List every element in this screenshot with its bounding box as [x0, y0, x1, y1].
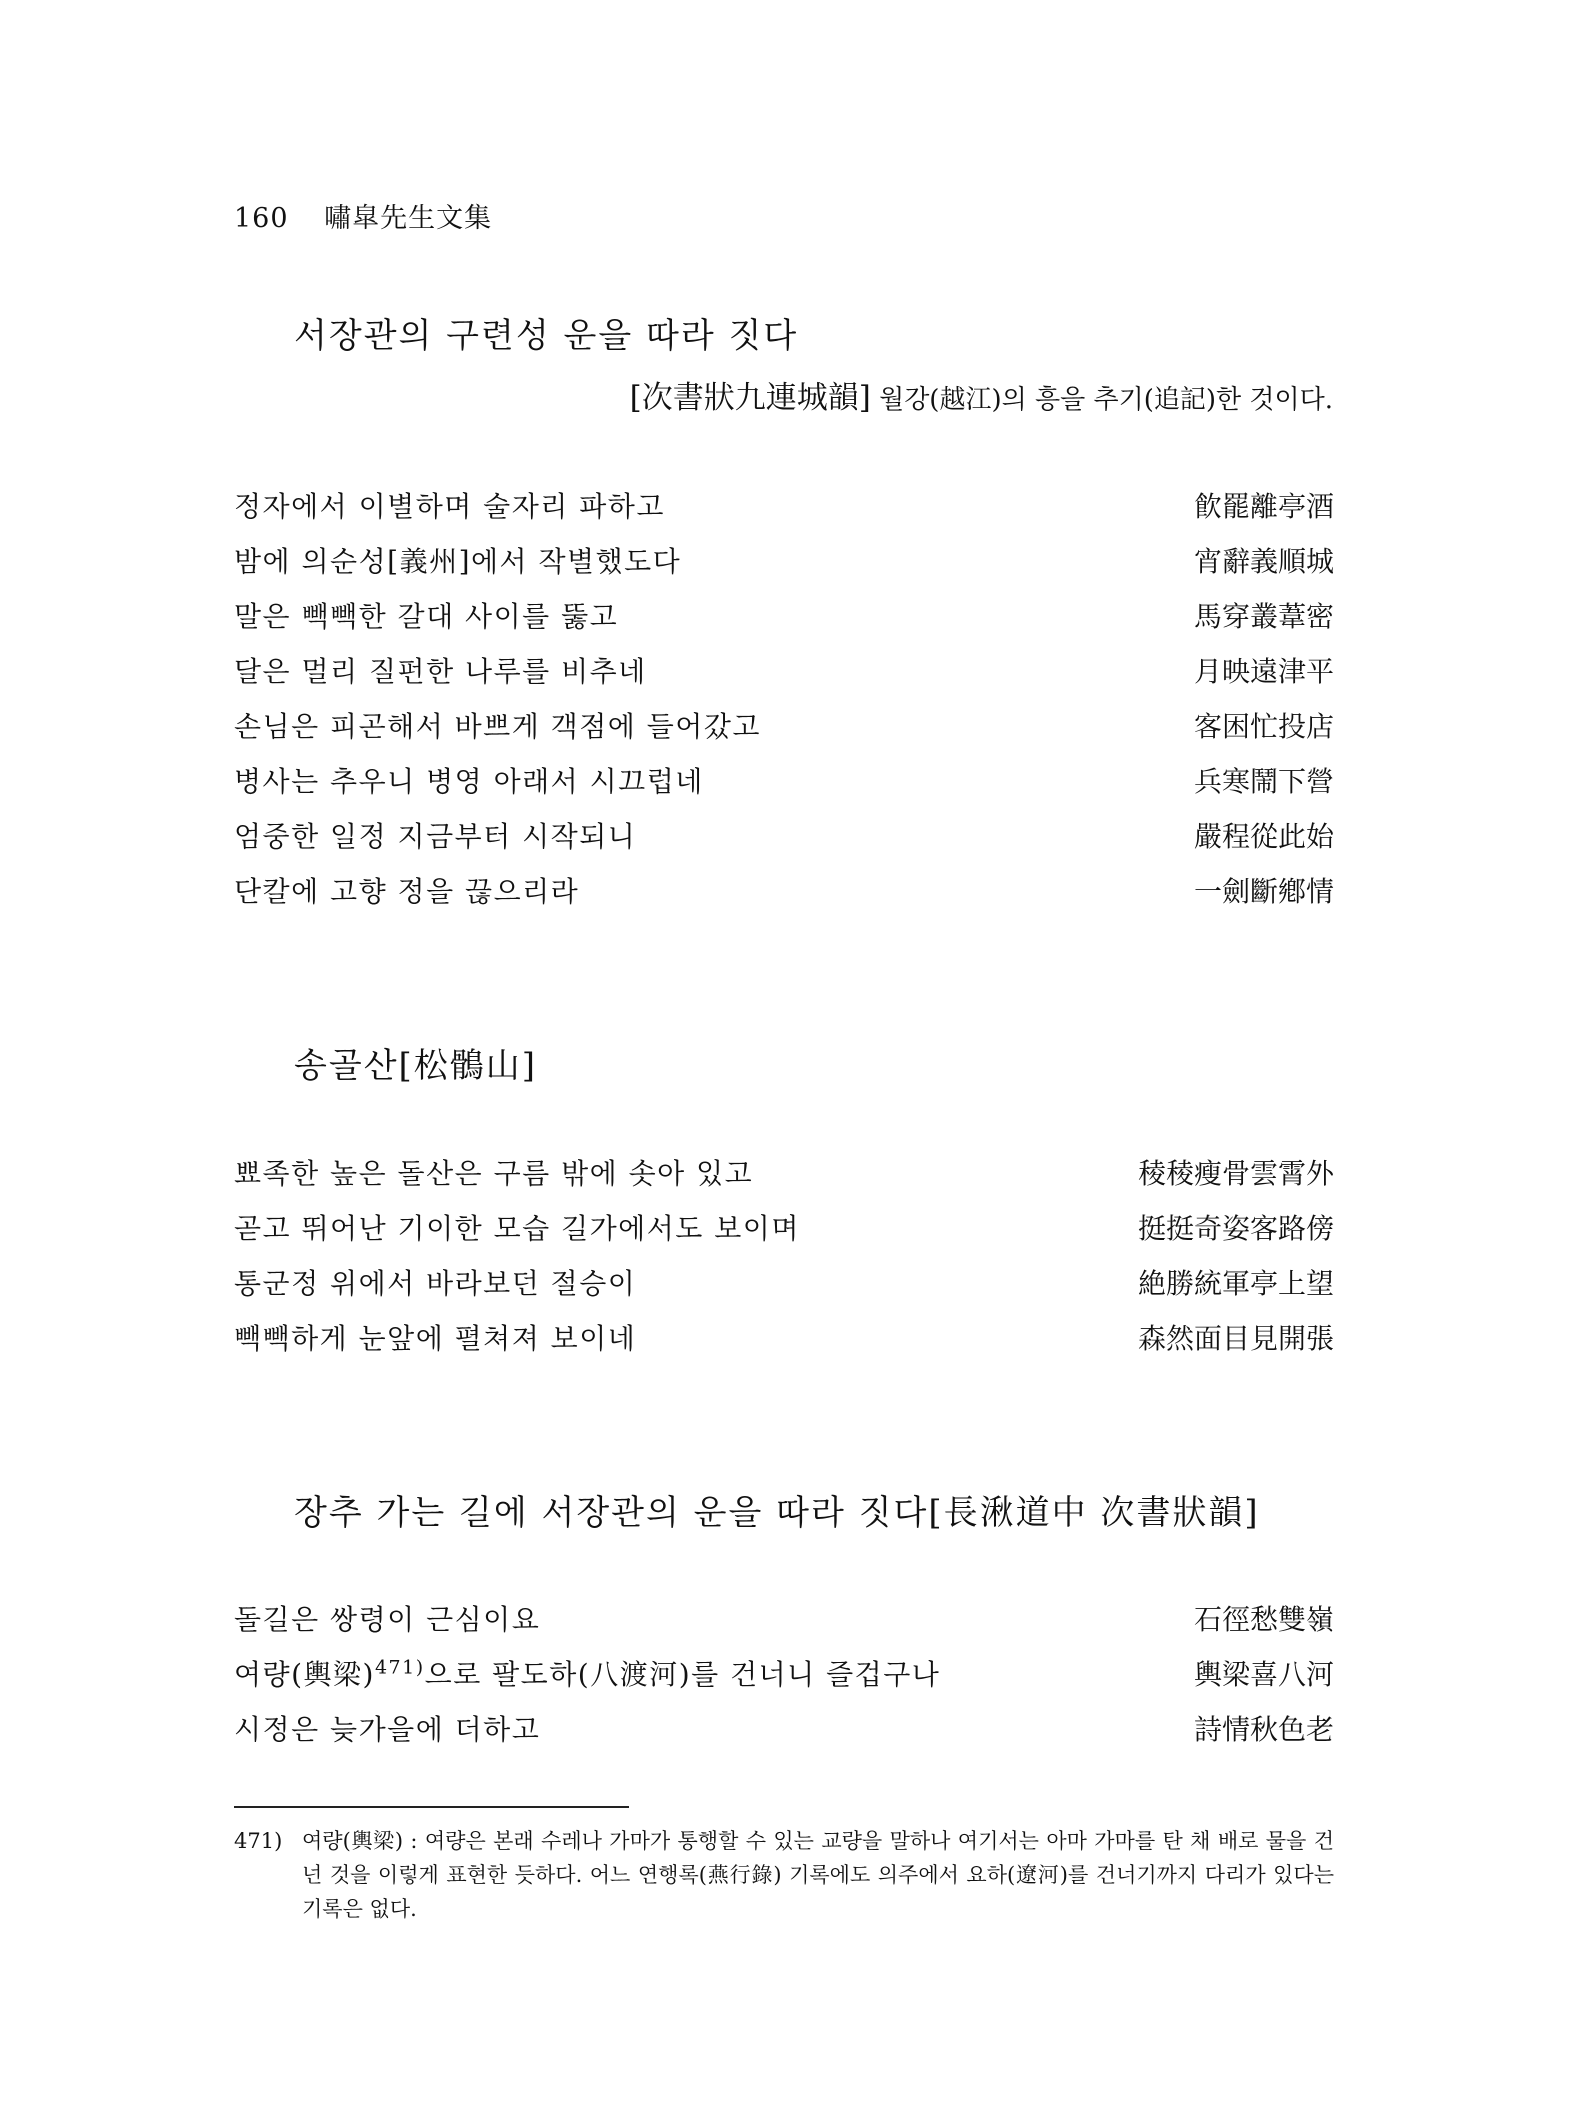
page-number: 160: [234, 203, 289, 234]
poem-line: [234, 1207, 1334, 1251]
poem-line: [234, 540, 1334, 584]
poem-line: [234, 760, 1334, 804]
poem-line: [234, 1152, 1334, 1196]
footnote: [234, 1824, 1334, 1926]
korean-verse: 말은 빽빽한 갈대 사이를 뚫고: [234, 600, 619, 633]
korean-verse-start: 여량(輿梁): [234, 1658, 375, 1691]
korean-verse: 엄중한 일정 지금부터 시작되니: [234, 820, 637, 853]
poem-2-title: 송골산[松鶻山]: [294, 1046, 538, 1086]
poem-line: [234, 815, 1334, 859]
poem-1-subtitle-hanja: [次書狀九連城韻]: [629, 380, 871, 416]
hanja-verse: 稜稜瘦骨雲霄外: [1137, 1157, 1334, 1190]
hanja-verse: 兵寒鬧下營: [1193, 765, 1334, 798]
poem-1-subtitle-note: 월강(越江)의 흥을 추기(追記)한 것이다.: [879, 385, 1333, 415]
running-head: [234, 196, 492, 235]
hanja-verse: 一劍斷鄕情: [1193, 875, 1334, 908]
hanja-verse: 絶勝統軍亭上望: [1137, 1267, 1334, 1300]
korean-verse: [234, 1653, 940, 1693]
hanja-verse: 馬穿叢葦密: [1193, 600, 1334, 633]
hanja-verse: 石徑愁雙嶺: [1193, 1603, 1334, 1636]
hanja-verse: 月映遠津平: [1193, 655, 1334, 688]
korean-verse: 정자에서 이별하며 술자리 파하고: [234, 490, 665, 523]
korean-verse: 곧고 뛰어난 기이한 모습 길가에서도 보이며: [234, 1212, 800, 1245]
poem-line: [234, 1653, 1334, 1697]
hanja-verse: 嚴程從此始: [1193, 820, 1334, 853]
poem-line: [234, 1262, 1334, 1306]
poem-line: [234, 1317, 1334, 1361]
hanja-verse: 宵辭義順城: [1193, 545, 1334, 578]
korean-verse: 돌길은 쌍령이 근심이요: [234, 1603, 541, 1636]
poem-3-title: 장추 가는 길에 서장관의 운을 따라 짓다[長湫道中 次書狀韻]: [294, 1493, 1260, 1533]
poem-1-subtitle: [630, 372, 1333, 417]
poem-1-title: 서장관의 구련성 운을 따라 짓다: [294, 316, 799, 356]
footnote-text: 여량(輿梁) : 여량은 본래 수레나 가마가 통행할 수 있는 교량을 말하나 여기서는 아마 가마를 탄 채 배로 물을 건넌 것을 이렇게 표현한 듯하다. 어느 연행록(燕行錄) 기록에도 의주에서 요하(遼河)를 건너기까지 다리가 있다는 기록은 없다.: [302, 1829, 1334, 1921]
footnote-number: 471): [234, 1829, 283, 1853]
poem-line: [234, 705, 1334, 749]
korean-verse: 병사는 추우니 병영 아래서 시끄럽네: [234, 765, 704, 798]
poem-line: [234, 1598, 1334, 1642]
korean-verse-end: 으로 팔도하(八渡河)를 건너니 즐겁구나: [424, 1658, 941, 1691]
hanja-verse: 客困忙投店: [1193, 710, 1334, 743]
hanja-verse: 森然面目見開張: [1137, 1322, 1334, 1355]
korean-verse: 시정은 늦가을에 더하고: [234, 1713, 541, 1746]
footnote-reference[interactable]: 471): [374, 1656, 425, 1679]
korean-verse: 통군정 위에서 바라보던 절승이: [234, 1267, 637, 1300]
korean-verse: 뾰족한 높은 돌산은 구름 밖에 솟아 있고: [234, 1157, 754, 1190]
footnote-divider: [234, 1806, 629, 1808]
poem-line: [234, 485, 1334, 529]
poem-line: [234, 870, 1334, 914]
poem-line: [234, 650, 1334, 694]
poem-line: [234, 1708, 1334, 1752]
korean-verse: 밤에 의순성[義州]에서 작별했도다: [234, 545, 682, 578]
hanja-verse: 詩情秋色老: [1193, 1713, 1334, 1746]
book-title: 嘯皐先生文集: [324, 203, 493, 234]
korean-verse: 단칼에 고향 정을 끊으리라: [234, 875, 580, 908]
hanja-verse: 飮罷離亭酒: [1193, 490, 1334, 523]
korean-verse: 달은 멀리 질펀한 나루를 비추네: [234, 655, 647, 688]
poem-line: [234, 595, 1334, 639]
korean-verse: 빽빽하게 눈앞에 펼쳐져 보이네: [234, 1322, 637, 1355]
hanja-verse: 挺挺奇姿客路傍: [1137, 1212, 1334, 1245]
hanja-verse: 輿梁喜八河: [1193, 1658, 1334, 1691]
korean-verse: 손님은 피곤해서 바쁘게 객점에 들어갔고: [234, 710, 761, 743]
